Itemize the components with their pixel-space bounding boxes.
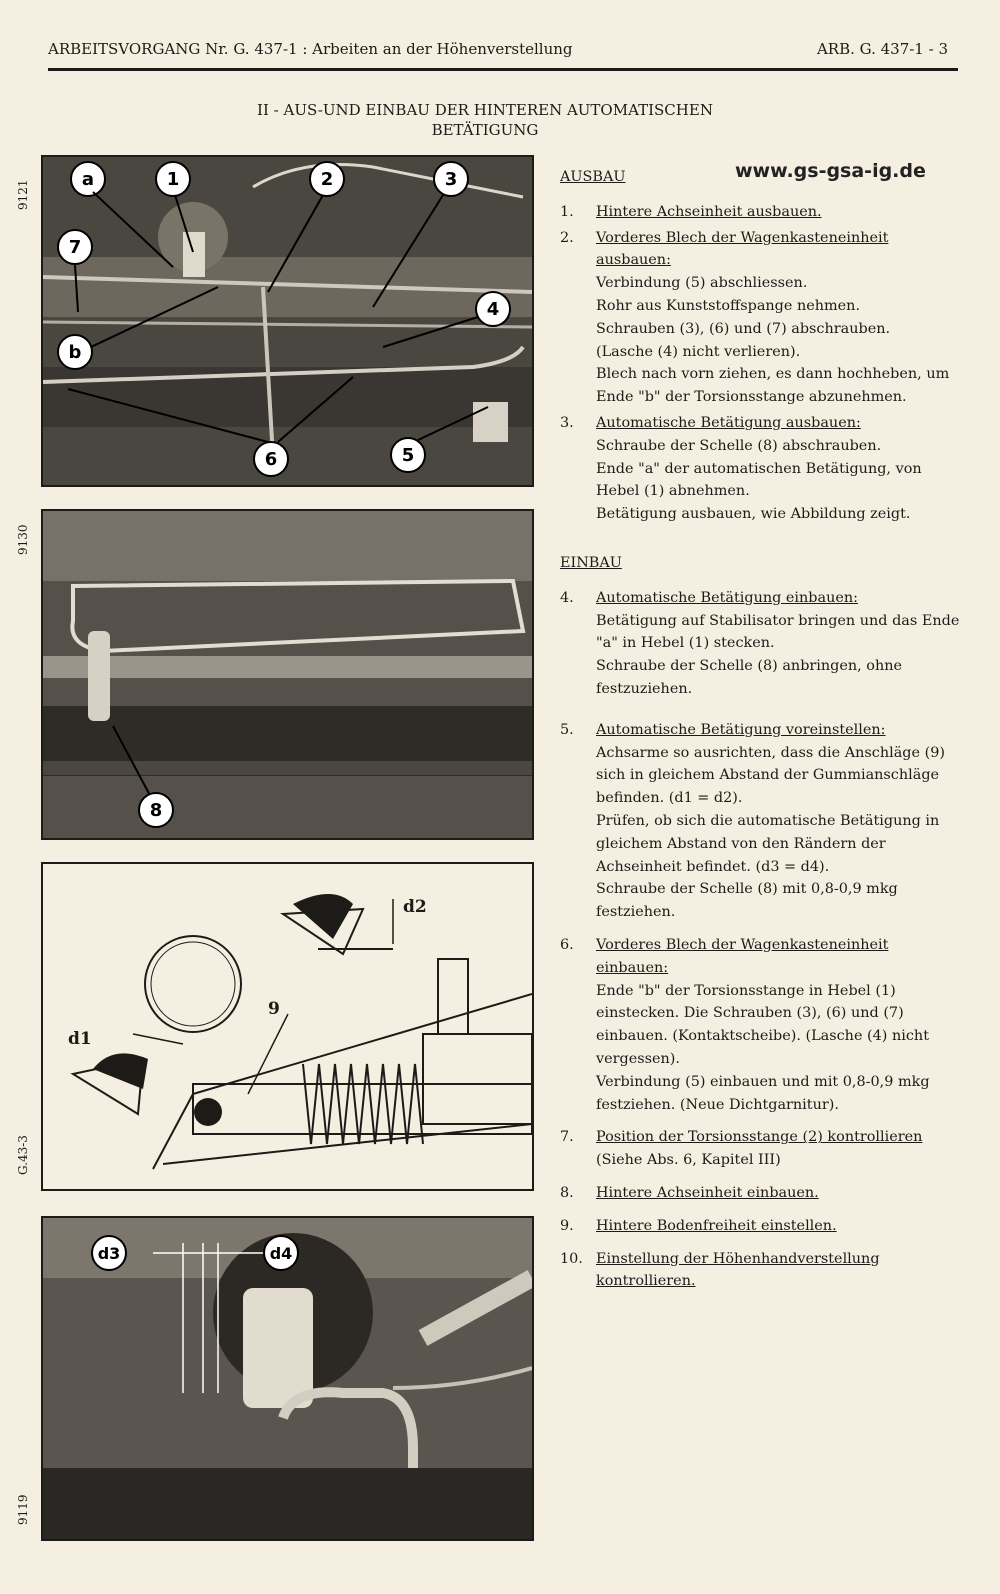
callout-6: 6 [264,449,278,470]
step-6 [560,934,965,1116]
label-d2: d2 [403,897,427,917]
step-number: 1. [560,203,574,220]
callout-d3: d3 [97,1244,121,1263]
step-heading: Position der Torsionsstange (2) kontrollieren [596,1129,923,1146]
figure-2-photo [41,509,534,840]
step-8 [560,1182,965,1205]
figure-1-drawing [43,157,532,485]
step-number: 2. [560,229,574,246]
page-title [200,100,770,140]
callout-5: 5 [401,445,415,466]
step-number: 4. [560,589,574,606]
title-line-2: BETÄTIGUNG [431,121,539,139]
step-line: Verbindung (5) einbauen und mit 0,8-0,9 mkg festziehen. (Neue Dichtgarnitur). [596,1073,930,1113]
instructions-column-einbau [560,552,965,1311]
title-line-1: II - AUS-UND EINBAU DER HINTEREN AUTOMATISCHEN [257,101,713,119]
figure-4-side-label: 9119 [16,1494,30,1525]
step-number: 10. [560,1250,583,1267]
step-line: Verbindung (5) abschliessen. [596,275,808,292]
step-line: (Siehe Abs. 6, Kapitel III) [596,1152,781,1169]
callout-2: 2 [320,169,334,190]
instructions-column [560,166,965,526]
step-heading: Vorderes Blech der Wagenkasteneinheit ausbauen: [596,229,889,269]
figure-1-side-label: 9121 [16,179,30,210]
step-line: Ende "a" der automatischen Betätigung, von Hebel (1) abnehmen. [596,460,922,500]
step-line: Achsarme so ausrichten, dass die Anschläge (9) sich in gleichem Abstand der Gummianschläge befinden. (d1 = d2). [596,744,945,807]
callout-a: a [81,169,95,190]
step-line: Schraube der Schelle (8) anbringen, ohne festzuziehen. [596,658,903,697]
step-line: Schrauben (3), (6) und (7) abschrauben. [596,320,891,337]
figure-1-photo [41,155,534,487]
callout-b: b [68,342,82,363]
callout-4: 4 [486,299,500,320]
step-4 [560,587,965,701]
step-line: Betätigung auf Stabilisator bringen und das Ende "a" in Hebel (1) stecken. [596,612,960,652]
header-left: ARBEITSVORGANG Nr. G. 437-1 : Arbeiten an der Höhenverstellung [48,40,573,58]
step-line: (Lasche (4) nicht verlieren). [596,343,801,360]
step-number: 9. [560,1217,574,1234]
figure-4-photo [41,1216,534,1541]
step-7 [560,1126,965,1172]
section-einbau: EINBAU [560,555,622,571]
step-10 [560,1248,965,1294]
step-number: 8. [560,1184,574,1201]
section-ausbau: AUSBAU [560,169,626,185]
step-line: Rohr aus Kunststoffspange nehmen. [596,297,861,314]
step-heading: Automatische Betätigung voreinstellen: [596,721,886,738]
figure-3-diagram [41,862,534,1191]
page-header [48,40,958,68]
callout-d4: d4 [269,1244,293,1263]
step-5 [560,719,965,924]
header-rule [48,68,958,71]
step-line: Ende "b" der Torsionsstange in Hebel (1) einstecken. Die Schrauben (3), (6) und (7) einbauen. (Kontaktscheibe). (Lasche (4) nicht vergessen). [596,982,929,1067]
step-heading: Hintere Achseinheit einbauen. [596,1184,819,1201]
callout-1: 1 [166,169,180,190]
callout-7: 7 [68,237,82,258]
step-line: Schraube der Schelle (8) mit 0,8-0,9 mkg festziehen. [596,881,898,921]
step-number: 7. [560,1129,574,1146]
figure-4-drawing [43,1218,532,1539]
step-heading: Automatische Betätigung einbauen: [596,589,858,606]
step-2 [560,227,965,409]
label-9: 9 [268,999,280,1019]
callout-3: 3 [444,169,458,190]
figure-3-drawing [43,864,532,1189]
figure-2-drawing [43,511,532,838]
step-number: 6. [560,936,574,953]
header-right: ARB. G. 437-1 - 3 [816,40,948,58]
step-line: Betätigung ausbauen, wie Abbildung zeigt. [596,506,911,523]
step-1 [560,201,965,224]
step-line: Prüfen, ob sich die automatische Betätigung in gleichem Abstand von den Rändern der Achseinheit befindet. (d3 = d4). [596,812,940,875]
callout-8: 8 [149,800,163,821]
step-9 [560,1215,965,1238]
label-d1: d1 [68,1029,92,1049]
figure-2-side-label: 9130 [16,524,30,555]
step-heading: Hintere Bodenfreiheit einstellen. [596,1217,837,1234]
step-heading: Automatische Betätigung ausbauen: [596,414,861,431]
step-heading: Einstellung der Höhenhandverstellung kontrollieren. [596,1250,880,1290]
step-line: Blech nach vorn ziehen, es dann hochheben, um Ende "b" der Torsionsstange abzunehmen. [596,366,950,406]
step-line: Schraube der Schelle (8) abschrauben. [596,437,882,454]
step-number: 3. [560,414,574,431]
figure-3-side-label: G.43-3 [16,1135,30,1175]
step-3 [560,412,965,526]
watermark-url: www.gs-gsa-ig.de [735,160,926,182]
step-number: 5. [560,721,574,738]
step-heading: Hintere Achseinheit ausbauen. [596,203,822,220]
step-heading: Vorderes Blech der Wagenkasteneinheit einbauen: [596,936,889,976]
